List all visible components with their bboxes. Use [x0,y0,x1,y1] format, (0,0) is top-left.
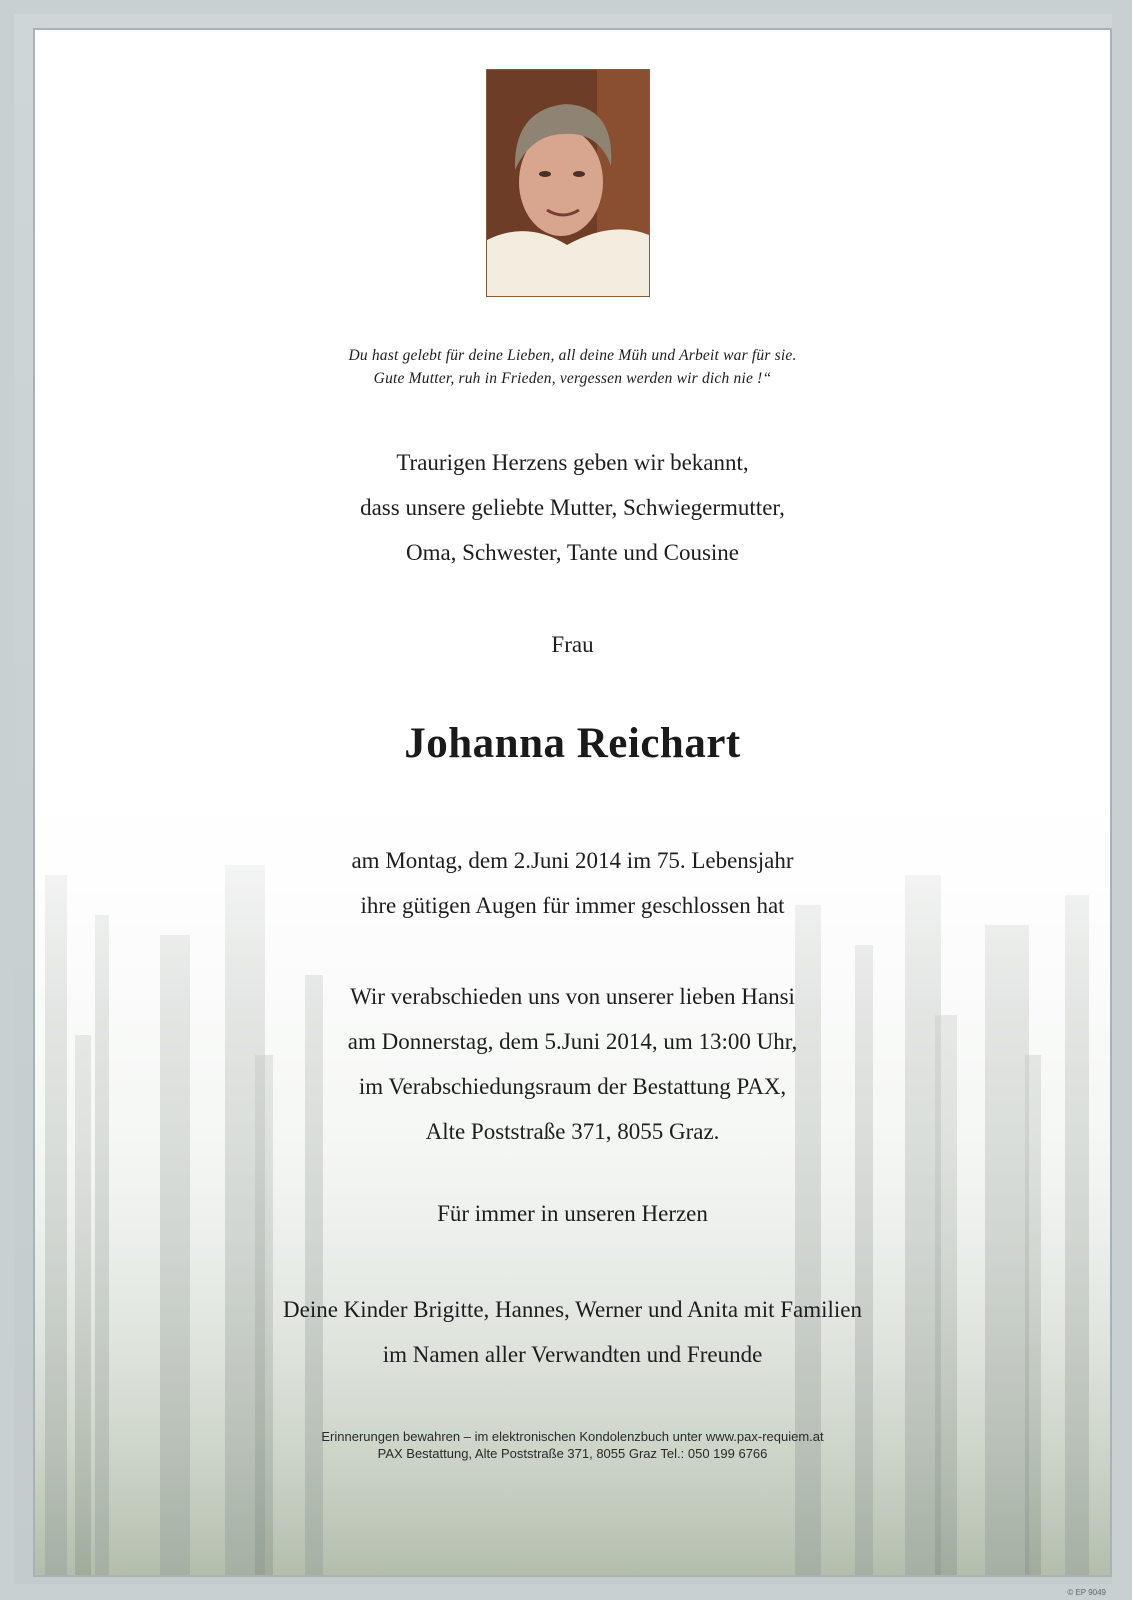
announcement-intro [35,440,1110,575]
farewell-service-details [35,974,1110,1154]
memorial-poem [35,344,1110,390]
mourners [35,1287,1110,1377]
template-code: © EP 9049 [1067,1588,1106,1597]
service-line: Wir verabschieden uns von unserer lieben Hansi [350,984,795,1009]
portrait-photo [486,69,650,297]
death-line: ihre gütigen Augen für immer geschlossen hat [360,893,785,918]
intro-line: Traurigen Herzens geben wir bekannt, [396,450,749,475]
death-line: am Montag, dem 2.Juni 2014 im 75. Lebensjahr [351,848,794,873]
service-line: am Donnerstag, dem 5.Juni 2014, um 13:00 Uhr, [347,1029,798,1054]
poem-line: Du hast gelebt für deine Lieben, all deine Müh und Arbeit war für sie. [348,347,797,364]
service-line: im Verabschiedungsraum der Bestattung PAX, [358,1074,787,1099]
obituary-card [33,28,1112,1577]
service-line: Alte Poststraße 371, 8055 Graz. [425,1119,720,1144]
mourners-line: im Namen aller Verwandten und Freunde [382,1342,763,1367]
intro-line: Oma, Schwester, Tante und Cousine [405,540,740,565]
deceased-name: Johanna Reichart [404,720,741,767]
poem-line: Gute Mutter, ruh in Frieden, vergessen werden wir dich nie !“ [373,370,772,387]
closing-phrase: Für immer in unseren Herzen [437,1201,708,1226]
intro-line: dass unsere geliebte Mutter, Schwiegermutter, [360,495,785,520]
funeral-home-footer [35,1428,1110,1462]
mourners-line: Deine Kinder Brigitte, Hannes, Werner und Anita mit Familien [283,1297,862,1322]
salutation: Frau [551,632,594,657]
footer-line: Erinnerungen bewahren – im elektronischen Kondolenzbuch unter www.pax-requiem.at [321,1429,824,1444]
footer-line: PAX Bestattung, Alte Poststraße 371, 8055 Graz Tel.: 050 199 6766 [377,1446,768,1461]
death-details [35,838,1110,928]
